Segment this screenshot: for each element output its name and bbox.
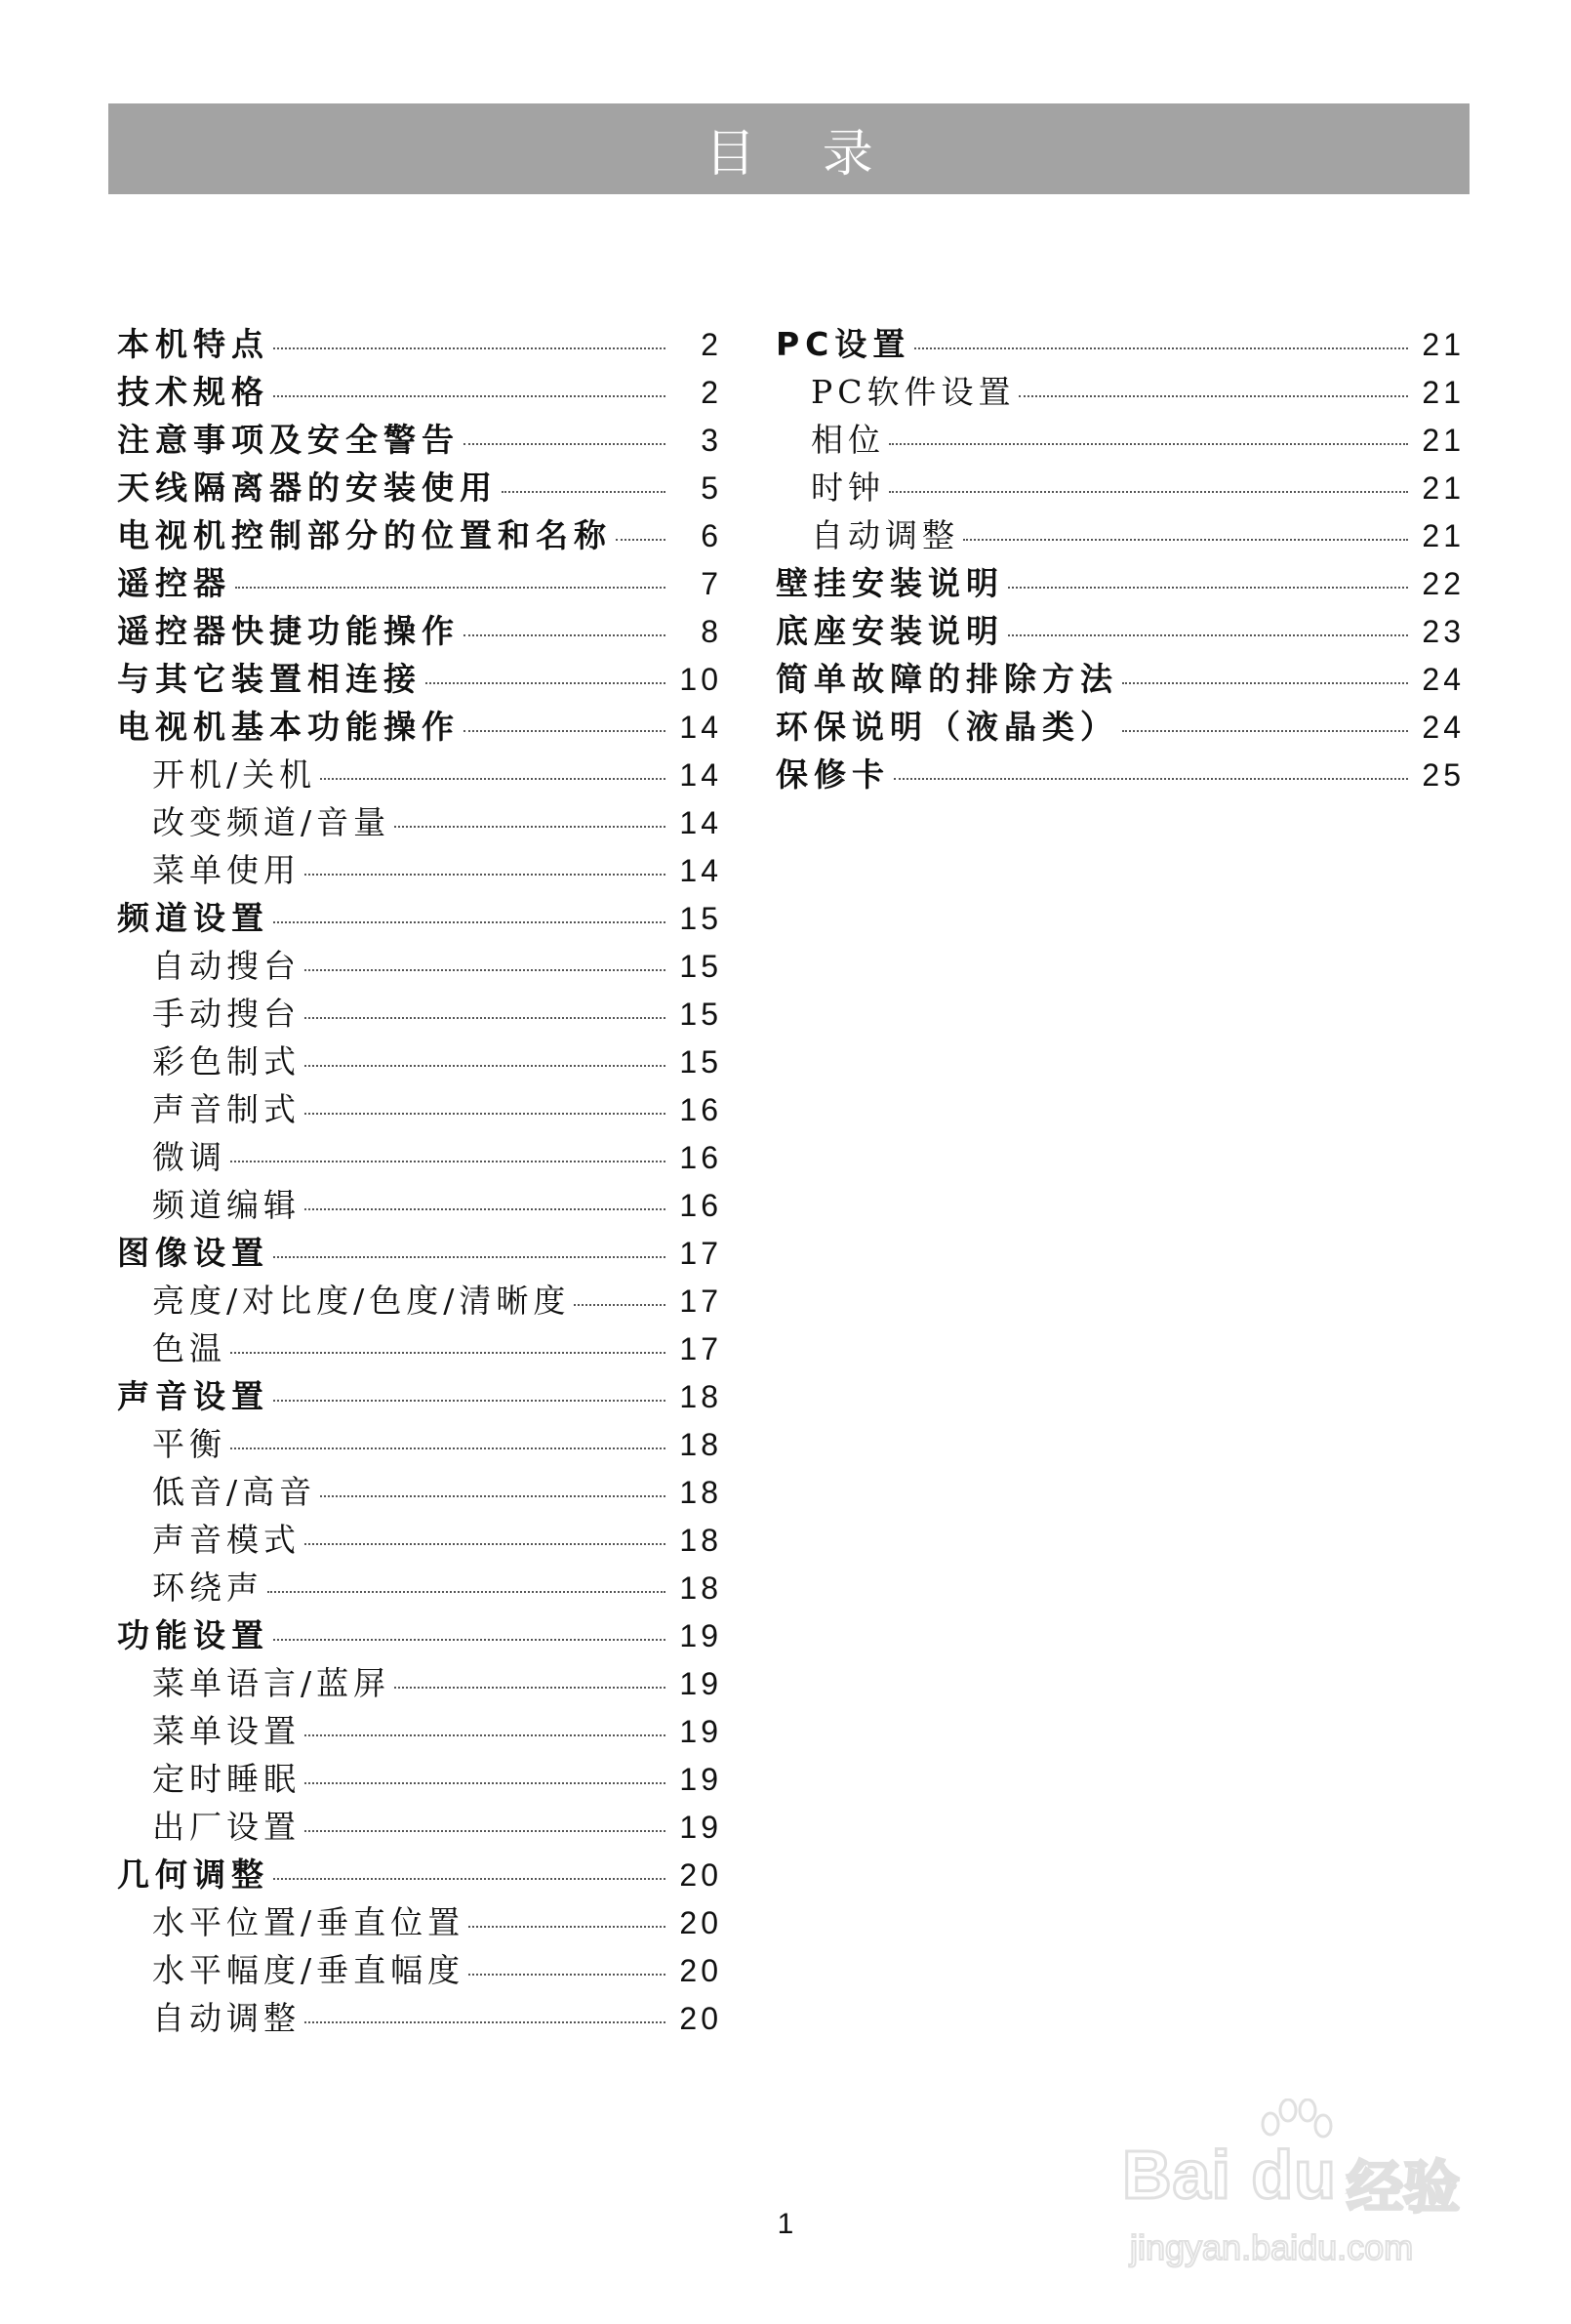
- toc-entry-label: 环保说明（液晶类）: [776, 708, 1118, 746]
- toc-entry[interactable]: [776, 559, 1465, 607]
- toc-entry-label: 菜单设置: [152, 1712, 301, 1750]
- toc-entry-label: 手动搜台: [152, 995, 301, 1033]
- toc-entry[interactable]: [776, 320, 1465, 368]
- toc-entry[interactable]: [117, 559, 722, 607]
- toc-dot-leader: [394, 1687, 665, 1689]
- toc-entry-label: 频道编辑: [152, 1186, 301, 1224]
- toc-entry-label: 亮度/对比度/色度/清晰度: [152, 1282, 571, 1320]
- toc-entry-page: 7: [701, 566, 722, 601]
- toc-entry-label: PC设置: [776, 325, 911, 363]
- toc-dot-leader: [273, 1256, 665, 1258]
- toc-entry-page: 21: [1422, 518, 1465, 553]
- toc-entry-label: 几何调整: [117, 1855, 269, 1894]
- toc-entry-page: 8: [701, 614, 722, 649]
- toc-entry-page: 18: [679, 1427, 722, 1462]
- toc-entry-label: 声音模式: [152, 1521, 301, 1559]
- toc-entry-page: 15: [679, 1044, 722, 1080]
- toc-entry-page: 14: [679, 853, 722, 888]
- toc-subentry[interactable]: [117, 798, 722, 846]
- toc-entry-page: 15: [679, 949, 722, 984]
- toc-dot-leader: [1008, 587, 1408, 589]
- toc-entry-label: 微调: [152, 1138, 226, 1176]
- toc-dot-leader: [273, 921, 665, 923]
- toc-entry-label: 相位: [811, 421, 885, 459]
- toc-subentry[interactable]: [117, 1085, 722, 1133]
- toc-entry-page: 24: [1422, 710, 1465, 745]
- toc-dot-leader: [320, 1495, 665, 1497]
- toc-subentry[interactable]: [117, 990, 722, 1038]
- toc-entry-label: 遥控器快捷功能操作: [117, 612, 460, 650]
- toc-entry-page: 18: [679, 1570, 722, 1606]
- toc-entry-label: 自动搜台: [152, 947, 301, 985]
- toc-dot-leader: [463, 634, 665, 636]
- toc-subentry[interactable]: [117, 1659, 722, 1707]
- toc-entry-label: 自动调整: [811, 516, 959, 554]
- watermark-cn: 经验: [1347, 2154, 1461, 2221]
- toc-title-bar: [108, 103, 1470, 194]
- toc-dot-leader: [889, 443, 1408, 445]
- toc-entry[interactable]: [776, 751, 1465, 798]
- toc-dot-leader: [273, 347, 665, 349]
- toc-dot-leader: [320, 778, 665, 780]
- toc-entry-label: 环绕声: [152, 1569, 263, 1607]
- toc-entry[interactable]: [117, 703, 722, 751]
- toc-entry-page: 19: [679, 1618, 722, 1653]
- toc-entry-page: 18: [679, 1379, 722, 1414]
- toc-entry-label: 改变频道/音量: [152, 803, 391, 841]
- toc-dot-leader: [230, 1352, 665, 1354]
- toc-subentry[interactable]: [117, 1898, 722, 1946]
- toc-entry-label: 本机特点: [117, 325, 269, 363]
- toc-dot-leader: [468, 1926, 665, 1928]
- toc-dot-leader: [273, 395, 665, 397]
- toc-dot-leader: [616, 539, 665, 541]
- toc-entry-page: 21: [1422, 375, 1465, 410]
- watermark-logo: Bai du: [1122, 2137, 1337, 2213]
- toc-left-column: [117, 320, 722, 2042]
- toc-subentry[interactable]: [117, 942, 722, 990]
- toc-subentry[interactable]: [776, 464, 1465, 511]
- toc-entry[interactable]: [117, 655, 722, 703]
- toc-entry-page: 20: [679, 1905, 722, 1940]
- toc-dot-leader: [273, 1878, 665, 1880]
- toc-subentry[interactable]: [117, 1277, 722, 1325]
- toc-entry-page: 17: [679, 1331, 722, 1366]
- toc-entry-page: 24: [1422, 662, 1465, 697]
- toc-entry-page: 22: [1422, 566, 1465, 601]
- toc-entry-page: 2: [701, 327, 722, 362]
- toc-dot-leader: [1019, 395, 1408, 397]
- toc-entry-label: 水平幅度/垂直幅度: [152, 1951, 465, 1989]
- toc-dot-leader: [230, 1447, 665, 1449]
- toc-entry[interactable]: [117, 1229, 722, 1277]
- toc-entry-page: 16: [679, 1140, 722, 1175]
- toc-dot-leader: [574, 1304, 665, 1306]
- baidu-jingyan-watermark: [1122, 2099, 1493, 2284]
- toc-subentry[interactable]: [117, 846, 722, 894]
- toc-entry-page: 10: [679, 662, 722, 697]
- toc-entry[interactable]: [117, 368, 722, 416]
- toc-entry-page: 21: [1422, 327, 1465, 362]
- toc-subentry[interactable]: [117, 1755, 722, 1803]
- toc-entry[interactable]: [776, 655, 1465, 703]
- toc-subentry[interactable]: [117, 1038, 722, 1085]
- toc-entry-label: 壁挂安装说明: [776, 564, 1004, 602]
- toc-subentry[interactable]: [776, 416, 1465, 464]
- toc-dot-leader: [425, 682, 665, 684]
- toc-entry-page: 14: [679, 757, 722, 793]
- toc-dot-leader: [1122, 682, 1408, 684]
- toc-entry[interactable]: [117, 1372, 722, 1420]
- toc-entry-page: 14: [679, 710, 722, 745]
- toc-subentry[interactable]: [117, 1420, 722, 1468]
- toc-dot-leader: [963, 539, 1408, 541]
- toc-entry-page: 19: [679, 1810, 722, 1845]
- toc-subentry[interactable]: [776, 511, 1465, 559]
- toc-entry-label: PC软件设置: [811, 373, 1016, 411]
- toc-entry-page: 2: [701, 375, 722, 410]
- toc-entry-page: 17: [679, 1284, 722, 1319]
- toc-dot-leader: [1122, 730, 1408, 732]
- toc-entry-page: 14: [679, 805, 722, 840]
- toc-entry-label: 出厂设置: [152, 1808, 301, 1846]
- toc-dot-leader: [230, 1161, 665, 1162]
- toc-entry-label: 菜单语言/蓝屏: [152, 1664, 391, 1702]
- toc-entry-label: 保修卡: [776, 755, 890, 794]
- toc-entry-label: 天线隔离器的安装使用: [117, 469, 498, 507]
- toc-entry-label: 图像设置: [117, 1234, 269, 1272]
- toc-dot-leader: [304, 969, 665, 971]
- toc-entry-page: 19: [679, 1762, 722, 1797]
- toc-entry-page: 16: [679, 1188, 722, 1223]
- toc-entry-label: 定时睡眠: [152, 1760, 301, 1798]
- toc-subentry[interactable]: [117, 751, 722, 798]
- toc-entry-page: 17: [679, 1236, 722, 1271]
- toc-entry[interactable]: [117, 1611, 722, 1659]
- toc-entry-page: 25: [1422, 757, 1465, 793]
- toc-subentry[interactable]: [117, 1516, 722, 1564]
- toc-subentry[interactable]: [776, 368, 1465, 416]
- toc-dot-leader: [463, 730, 665, 732]
- toc-entry-label: 声音设置: [117, 1377, 269, 1415]
- toc-entry-page: 20: [679, 2001, 722, 2036]
- toc-dot-leader: [273, 1639, 665, 1641]
- toc-entry[interactable]: [776, 703, 1465, 751]
- toc-entry-label: 简单故障的排除方法: [776, 660, 1118, 698]
- toc-entry-label: 遥控器: [117, 564, 231, 602]
- toc-dot-leader: [304, 874, 665, 876]
- toc-right-column: [776, 320, 1465, 798]
- toc-entry-label: 水平位置/垂直位置: [152, 1903, 465, 1941]
- toc-dot-leader: [304, 1208, 665, 1210]
- toc-entry-label: 频道设置: [117, 899, 269, 937]
- toc-entry-label: 电视机控制部分的位置和名称: [117, 516, 612, 554]
- toc-entry-page: 15: [679, 901, 722, 936]
- toc-entry-label: 功能设置: [117, 1616, 269, 1654]
- toc-entry-page: 20: [679, 1953, 722, 1988]
- toc-entry-label: 技术规格: [117, 373, 269, 411]
- toc-dot-leader: [267, 1591, 665, 1593]
- toc-subentry[interactable]: [117, 1468, 722, 1516]
- toc-entry-page: 15: [679, 997, 722, 1032]
- toc-dot-leader: [914, 347, 1408, 349]
- toc-entry-label: 底座安装说明: [776, 612, 1004, 650]
- toc-dot-leader: [304, 1830, 665, 1832]
- toc-entry-label: 低音/高音: [152, 1473, 317, 1511]
- toc-dot-leader: [304, 1065, 665, 1067]
- toc-dot-leader: [468, 1974, 665, 1976]
- toc-entry-page: 19: [679, 1666, 722, 1701]
- toc-entry[interactable]: [117, 464, 722, 511]
- toc-entry-label: 电视机基本功能操作: [117, 708, 460, 746]
- toc-entry-page: 18: [679, 1475, 722, 1510]
- toc-entry-page: 3: [701, 423, 722, 458]
- toc-dot-leader: [463, 443, 665, 445]
- toc-entry-label: 开机/关机: [152, 755, 317, 794]
- toc-dot-leader: [304, 2021, 665, 2023]
- toc-entry-page: 21: [1422, 423, 1465, 458]
- toc-entry-page: 20: [679, 1857, 722, 1893]
- toc-subentry[interactable]: [117, 1707, 722, 1755]
- toc-entry-label: 平衡: [152, 1425, 226, 1463]
- toc-entry[interactable]: [117, 511, 722, 559]
- toc-dot-leader: [894, 778, 1408, 780]
- toc-entry-label: 注意事项及安全警告: [117, 421, 460, 459]
- toc-subentry[interactable]: [117, 1325, 722, 1372]
- toc-subentry[interactable]: [117, 1994, 722, 2042]
- toc-dot-leader: [304, 1113, 665, 1115]
- toc-subentry[interactable]: [117, 1564, 722, 1611]
- toc-entry-page: 6: [701, 518, 722, 553]
- toc-dot-leader: [304, 1782, 665, 1784]
- toc-dot-leader: [502, 491, 665, 493]
- page-number: 1: [777, 2208, 794, 2240]
- toc-dot-leader: [304, 1543, 665, 1545]
- toc-entry-label: 彩色制式: [152, 1042, 301, 1080]
- toc-dot-leader: [304, 1734, 665, 1736]
- toc-entry-label: 声音制式: [152, 1090, 301, 1128]
- toc-entry[interactable]: [117, 1851, 722, 1898]
- toc-entry[interactable]: [117, 320, 722, 368]
- toc-title: 目 录: [705, 125, 899, 183]
- toc-dot-leader: [235, 587, 665, 589]
- toc-subentry[interactable]: [117, 1803, 722, 1851]
- toc-entry[interactable]: [117, 607, 722, 655]
- toc-subentry[interactable]: [117, 1181, 722, 1229]
- toc-entry-page: 23: [1422, 614, 1465, 649]
- toc-dot-leader: [273, 1400, 665, 1402]
- toc-entry-label: 时钟: [811, 469, 885, 507]
- toc-dot-leader: [304, 1017, 665, 1019]
- watermark-url: jingyan.baidu.com: [1130, 2227, 1414, 2267]
- toc-entry-page: 16: [679, 1092, 722, 1127]
- toc-entry-label: 与其它装置相连接: [117, 660, 422, 698]
- toc-subentry[interactable]: [117, 1946, 722, 1994]
- toc-entry-page: 5: [701, 470, 722, 506]
- toc-entry-page: 21: [1422, 470, 1465, 506]
- toc-entry[interactable]: [117, 416, 722, 464]
- toc-entry-page: 19: [679, 1714, 722, 1749]
- toc-entry[interactable]: [117, 894, 722, 942]
- toc-dot-leader: [1008, 634, 1408, 636]
- toc-entry-label: 自动调整: [152, 1999, 301, 2037]
- toc-entry-label: 菜单使用: [152, 851, 301, 889]
- toc-entry-label: 色温: [152, 1329, 226, 1367]
- toc-entry-page: 18: [679, 1523, 722, 1558]
- toc-entry[interactable]: [776, 607, 1465, 655]
- toc-subentry[interactable]: [117, 1133, 722, 1181]
- toc-dot-leader: [394, 826, 665, 828]
- toc-dot-leader: [889, 491, 1408, 493]
